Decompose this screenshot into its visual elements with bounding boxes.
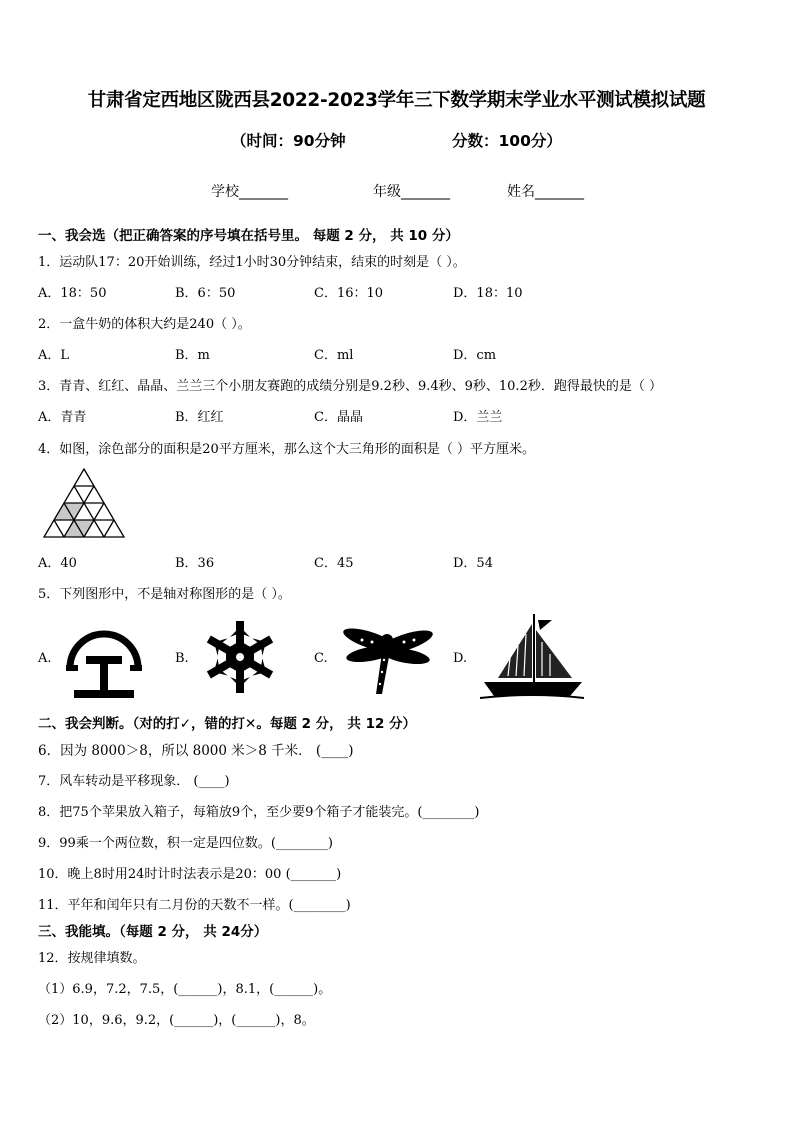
dragonfly-icon — [340, 620, 436, 698]
q2-option-c[interactable]: C．ml — [314, 348, 354, 363]
section1-heading: 一、我会选（把正确答案的序号填在括号里。 每题 2 分， 共 10 分） — [38, 228, 459, 244]
question-9: 9．99乘一个两位数，积一定是四位数。(________) — [38, 836, 333, 851]
question-6: 6．因为 8000＞8，所以 8000 米＞8 千米． (____) — [38, 743, 354, 759]
question-7: 7．风车转动是平移现象． (____) — [38, 774, 230, 789]
section3-heading: 三、我能填。（每题 2 分， 共 24分） — [38, 924, 268, 940]
question-12-part-1: （1）6.9，7.2，7.5，(______)，8.1，(______)。 — [38, 982, 332, 997]
section2-heading: 二、我会判断。（对的打✓，错的打✕。每题 2 分， 共 12 分） — [38, 716, 417, 732]
q3-option-a[interactable]: A．青青 — [38, 410, 87, 425]
question-3: 3．青青、红红、晶晶、兰兰三个小朋友赛跑的成绩分别是9.2秒、9.4秒、9秒、10.2秒．跑得最快的是（ ） — [38, 379, 662, 394]
question-11: 11．平年和闰年只有二月份的天数不一样。(________) — [38, 898, 351, 913]
q2-option-d[interactable]: D．cm — [453, 348, 497, 363]
question-4: 4．如图，涂色部分的面积是20平方厘米，那么这个大三角形的面积是（ ）平方厘米。 — [38, 442, 535, 457]
question-1: 1．运动队17：20开始训练，经过1小时30分钟结束，结束的时刻是（ ）。 — [38, 255, 466, 270]
grade-field[interactable]: 年级_______ — [373, 184, 450, 200]
page-title: 甘肃省定西地区陇西县2022-2023学年三下数学期末学业水平测试模拟试题 — [87, 90, 706, 111]
question-12-part-2: （2）10，9.6，9.2，(______)，(______)，8。 — [38, 1013, 315, 1028]
q3-option-d[interactable]: D．兰兰 — [453, 410, 503, 425]
q5-option-c[interactable]: C. — [314, 651, 328, 666]
question-2: 2．一盒牛奶的体积大约是240（ ）。 — [38, 317, 251, 332]
q3-option-c[interactable]: C．晶晶 — [314, 410, 363, 425]
subway-sign-icon — [64, 618, 144, 700]
question-12: 12．按规律填数。 — [38, 951, 146, 966]
school-field[interactable]: 学校_______ — [211, 184, 288, 200]
q1-option-d[interactable]: D．18：10 — [453, 286, 523, 301]
name-field[interactable]: 姓名_______ — [507, 184, 584, 200]
exam-score: 分数：100分） — [452, 132, 562, 150]
sailboat-icon — [478, 612, 586, 702]
exam-time: （时间：90分钟 — [231, 132, 346, 150]
q1-option-b[interactable]: B．6：50 — [175, 286, 236, 301]
triangle-figure — [42, 466, 126, 538]
q2-option-a[interactable]: A．L — [38, 348, 70, 363]
question-10: 10．晚上8时用24时计时法表示是20：00 (_______) — [38, 867, 342, 882]
snowflake-icon — [202, 618, 278, 696]
q4-option-c[interactable]: C．45 — [314, 556, 354, 571]
q4-option-a[interactable]: A．40 — [38, 556, 77, 571]
question-5: 5．下列图形中，不是轴对称图形的是（ ）。 — [38, 587, 291, 602]
q5-option-a[interactable]: A. — [38, 651, 52, 666]
q3-option-b[interactable]: B．红红 — [175, 410, 224, 425]
q5-option-b[interactable]: B. — [175, 651, 189, 666]
question-8: 8．把75个苹果放入箱子，每箱放9个，至少要9个箱子才能装完。(________) — [38, 805, 480, 820]
q2-option-b[interactable]: B．m — [175, 348, 210, 363]
q1-option-c[interactable]: C．16：10 — [314, 286, 384, 301]
q4-option-d[interactable]: D．54 — [453, 556, 493, 571]
q4-option-b[interactable]: B．36 — [175, 556, 215, 571]
q5-option-d[interactable]: D. — [453, 651, 468, 666]
q1-option-a[interactable]: A．18：50 — [38, 286, 107, 301]
